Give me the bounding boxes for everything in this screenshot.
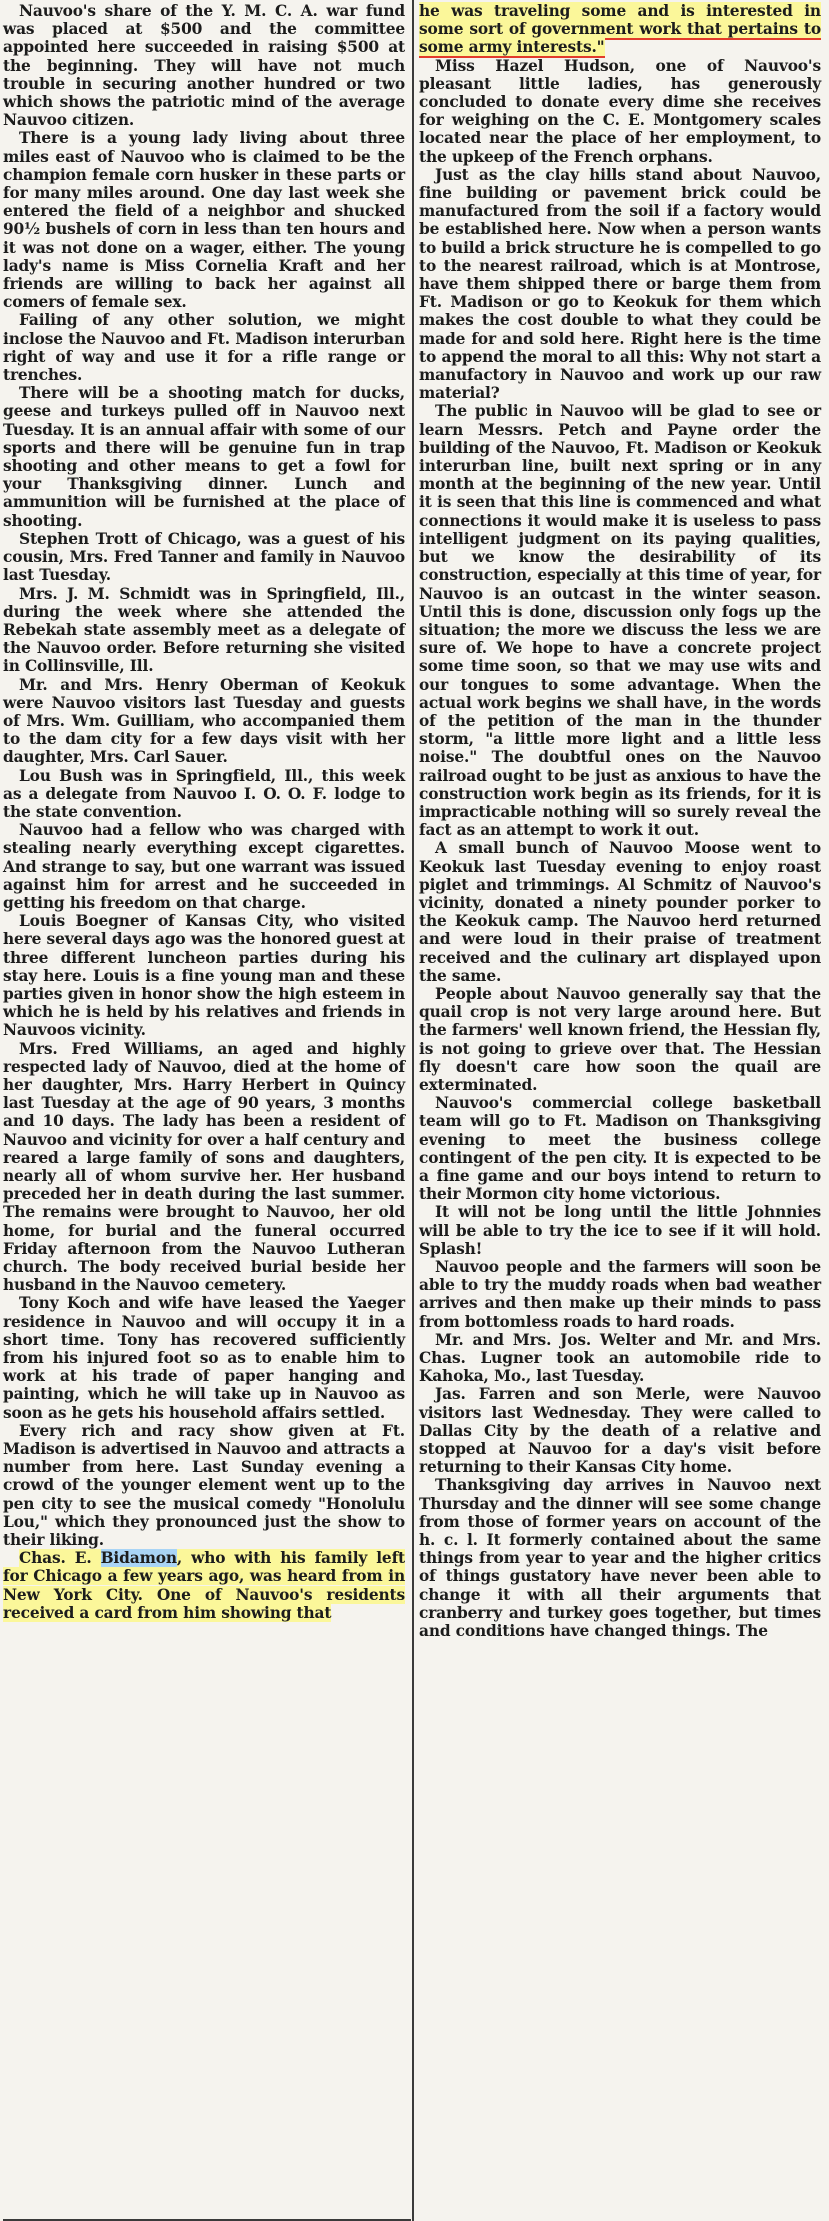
- article-ymca: Nauvoo's share of the Y. M. C. A. war fund was placed at $500 and the committee appointed here succeeded in raising $500 at the beginning. They will have not much trouble in securing another hundred or two which shows the patriotic mind of the average Nauvoo citizen.: [3, 2, 405, 130]
- article-moose: A small bunch of Nauvoo Moose went to Keokuk last Tuesday evening to enjoy roast piglet and trimmings. Al Schmitz of Nauvoo's vicinity, donated a ninety pounder porker to the Keokuk camp. The Nauvoo herd returned and were loud in their praise of treatment received and the culinary art displayed upon the same.: [419, 839, 821, 985]
- bidamon-highlight-end: he was traveling some and is interested in some sort of government work that pertains to some army interests.": [419, 2, 821, 57]
- bidamon-surname: Bidamon: [100, 1549, 177, 1568]
- article-oberman: Mr. and Mrs. Henry Oberman of Keokuk were Nauvoo visitors last Tuesday and guests of Mrs. Wm. Guilliam, who accompanied them to the dam city for a few days visit with her daughter, Mrs. Carl Sauer.: [3, 675, 405, 767]
- left-column: [3, 2, 411, 1622]
- article-bidamon-continued: [419, 2, 821, 57]
- article-shooting-match: There will be a shooting match for ducks, geese and turkeys pulled off in Nauvoo next Tuesday. It is an annual affair with some of our sports and there will be genuine fun in trap shooting and other means to get a fowl for your Thanksgiving dinner. Lunch and ammunition will be furnished at the place of shooting.: [3, 384, 405, 530]
- article-thanksgiving: Thanksgiving day arrives in Nauvoo next Thursday and the dinner will see some change from those of former years on account of the h. c. l. It formerly contained about the same things from year to year and the higher critics of things gustatory have never been able to change it with all their arguments that cranberry and turkey goes together, but times and conditions have changed things. The: [419, 1476, 821, 1641]
- article-hudson: Miss Hazel Hudson, one of Nauvoo's pleasant little ladies, has generously concluded to donate every dime she receives for weighing on the C. E. Montgomery scales located near the place of her employment, to the upkeep of the French orphans.: [419, 56, 821, 166]
- government-work-underline: in some sort of government work that pertains to some army interests.": [419, 2, 821, 57]
- article-williams-obituary: Mrs. Fred Williams, an aged and highly respected lady of Nauvoo, died at the home of her daughter, Mrs. Harry Herbert in Quincy last Tuesday at the age of 90 years, 3 months and 10 days. The lady has been a resident of Nauvoo and vicinity for over a half century and reared a large family of sons and daughters, nearly all of whom survive her. Her husband preceded her in death during the last summer. The remains were brought to Nauvoo, her old home, for burial and the funeral occurred Friday afternoon from the Nauvoo Lutheran church. The body received burial beside her husband in the Nauvoo cemetery.: [3, 1039, 405, 1295]
- article-muddy-roads: Nauvoo people and the farmers will soon be able to try the muddy roads when bad weather arrives and then make up their minds to pass from bottomless roads to hard roads.: [419, 1258, 821, 1331]
- article-welter: Mr. and Mrs. Jos. Welter and Mr. and Mrs. Chas. Lugner took an automobile ride to Kahoka, Mo., last Tuesday.: [419, 1330, 821, 1386]
- article-trott: Stephen Trott of Chicago, was a guest of his cousin, Mrs. Fred Tanner and family in Nauvoo last Tuesday.: [3, 529, 405, 585]
- right-column: [417, 2, 825, 1640]
- article-interurban-rifle: Failing of any other solution, we might inclose the Nauvoo and Ft. Madison interurban right of way and use it for a rifle range or trenches.: [3, 311, 405, 385]
- article-stealing: Nauvoo had a fellow who was charged with stealing nearly everything except cigarettes. And strange to say, but one warrant was issued against him for arrest and he succeeded in getting his freedom on that charge.: [3, 821, 405, 912]
- article-bidamon: [3, 1549, 405, 1622]
- article-basketball: Nauvoo's commercial college basketball team will go to Ft. Madison on Thanksgiving evening to meet the business college contingent of the pen city. It is expected to be a fine game and our boys intend to return to their Mormon city home victorious.: [419, 1094, 821, 1204]
- article-bush: Lou Bush was in Springfield, Ill., this week as a delegate from Nauvoo I. O. O. F. lodge to the state convention.: [3, 766, 405, 821]
- article-ice: It will not be long until the little Johnnies will be able to try the ice to see if it will hold. Splash!: [419, 1203, 821, 1258]
- bidamon-highlight-start: Chas. E. Bidamon, who with his family left for Chicago a few years ago, was heard from in New York City. One of Nauvoo's residents received a card from him showing that: [3, 1549, 405, 1622]
- article-brick-factory: Just as the clay hills stand about Nauvoo, fine building or pavement brick could be manufactured from the soil if a factory would be established here. Now when a person wants to build a brick structure he is compelled to go to the nearest railroad, which is at Montrose, have them shipped there or barge them from Ft. Madison or go to Keokuk for them which makes the cost double to what they could be made for and sold here. Right here is the time to append the moral to all this: Why not start a manufactory in Nauvoo and work up our raw material?: [419, 165, 821, 403]
- article-honolulu-lou: Every rich and racy show given at Ft. Madison is advertised in Nauvoo and attracts a number from here. Last Sunday evening a crowd of the younger element went up to the pen city to see the musical comedy "Honolulu Lou," which they pronounced just the show to their liking.: [3, 1421, 405, 1550]
- column-rule: [412, 0, 414, 2221]
- article-quail: People about Nauvoo generally say that the quail crop is not very large around here. But the farmers' well known friend, the Hessian fly, is not going to grieve over that. The Hessian fly doesn't care how soon the quail are exterminated.: [419, 984, 821, 1094]
- article-interurban-line: The public in Nauvoo will be glad to see or learn Messrs. Petch and Payne order the building of the Nauvoo, Ft. Madison or Keokuk interurban line, built next spring or in any month at the beginning of the new year. Until it is seen that this line is commenced and what connections it would make it is useless to pass intelligent judgment on its paying qualities, but we know the desirability of its construction, especially at this time of year, for Nauvoo is an outcast in the winter season. Until this is done, discussion only fogs up the situation; the more we discuss the less we are sure of. We hope to have a concrete project some time soon, so that we may use wits and our tongues to some advantage. When the actual work begins we shall have, in the words of the petition of the man in the thunder storm, "a little more light and a little less noise." The doubtful ones on the Nauvoo railroad ought to be just as anxious to have the construction work begin as its friends, for it is impracticable nothing will so surely reveal the fact as an attempt to work it out.: [419, 402, 821, 840]
- article-corn-husker: There is a young lady living about three miles east of Nauvoo who is claimed to be the champion female corn husker in these parts or for many miles around. One day last week she entered the field of a neighbor and shucked 90½ bushels of corn in less than ten hours and it was not done on a wager, either. The young lady's name is Miss Cornelia Kraft and her friends are willing to back her against all comers of female sex.: [3, 129, 405, 312]
- article-koch: Tony Koch and wife have leased the Yaeger residence in Nauvoo and will occupy it in a short time. Tony has recovered sufficiently from his injured foot so as to enable him to work at his trade of paper hanging and painting, which he will take up in Nauvoo as soon as he gets his household affairs settled.: [3, 1294, 405, 1422]
- article-boegner: Louis Boegner of Kansas City, who visited here several days ago was the honored guest at three different luncheon parties during his stay here. Louis is a fine young man and these parties given in honor show the high esteem in which he is held by his relatives and friends in Nauvoos vicinity.: [3, 912, 405, 1040]
- article-schmidt: Mrs. J. M. Schmidt was in Springfield, Ill., during the week where she attended the Rebekah state assembly meet as a delegate of the Nauvoo order. Before returning she visited in Collinsville, Ill.: [3, 584, 405, 676]
- article-farren: Jas. Farren and son Merle, were Nauvoo visitors last Wednesday. They were called to Dallas City by the death of a relative and stopped at Nauvoo for a day's visit before returning to their Kansas City home.: [419, 1385, 821, 1477]
